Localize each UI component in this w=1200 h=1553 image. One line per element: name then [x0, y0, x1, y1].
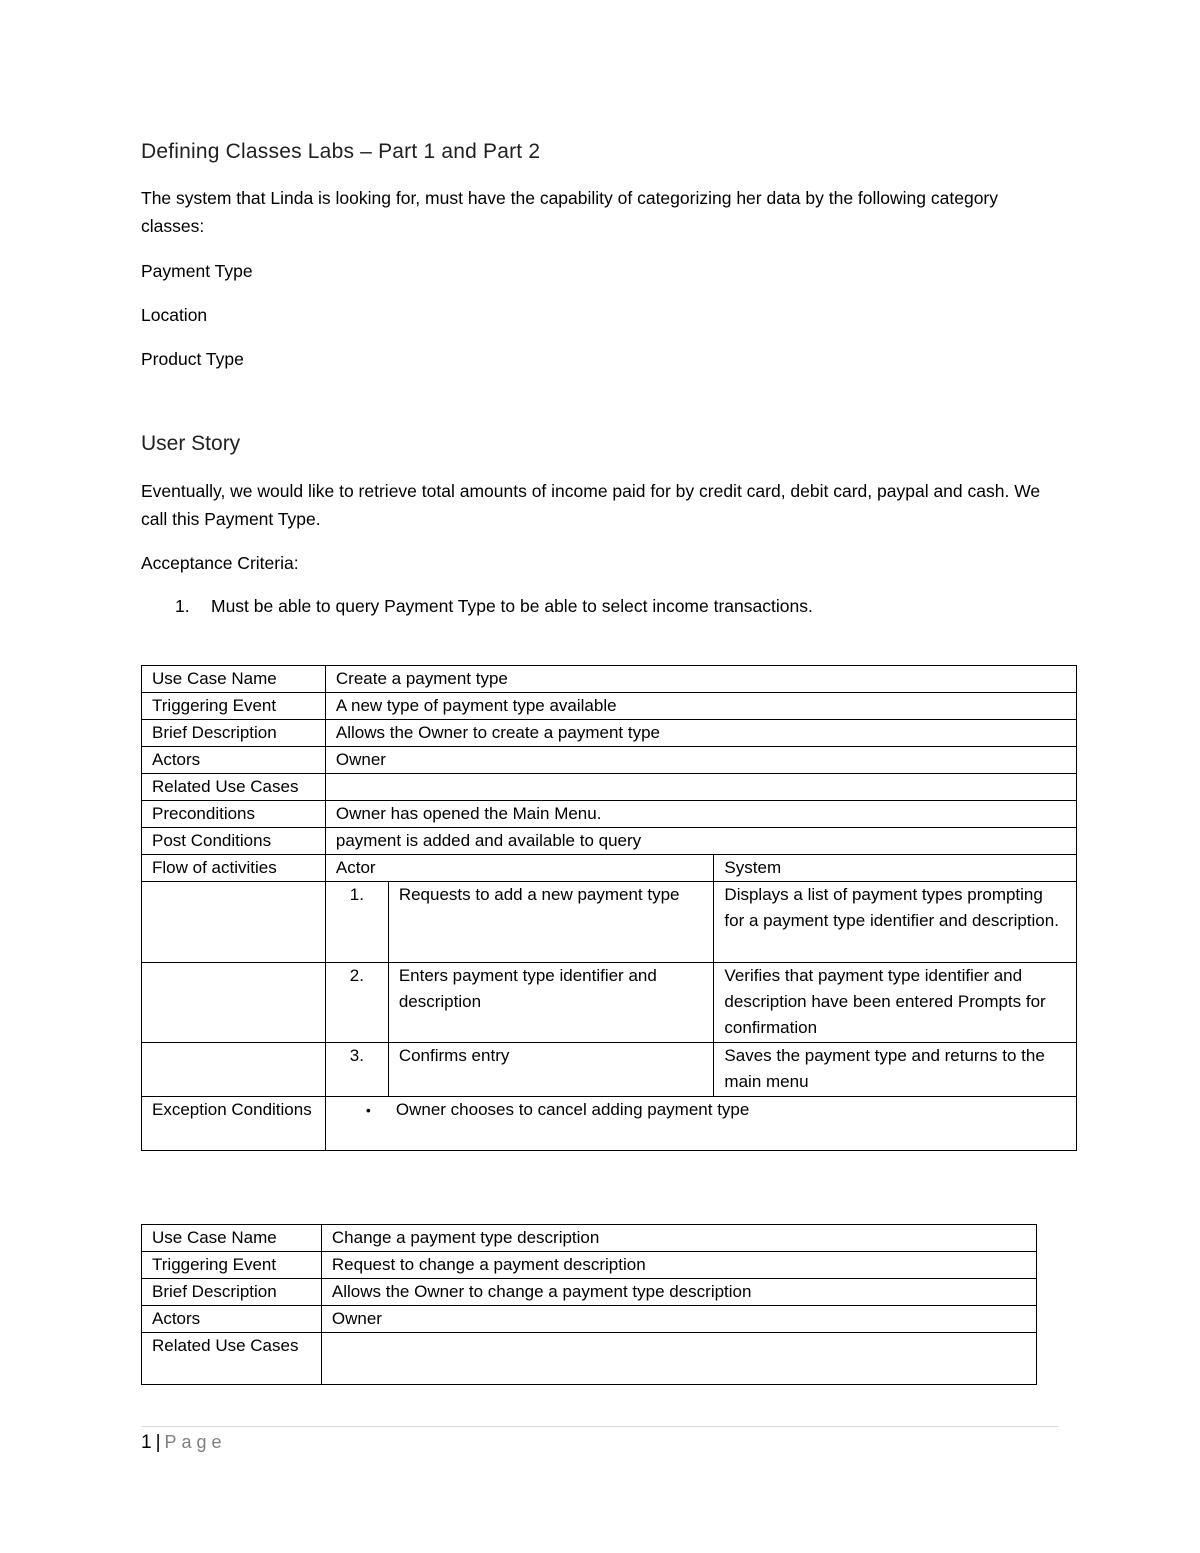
row-label: Actors: [142, 747, 326, 774]
row-value: [321, 1333, 1036, 1385]
category-product-type: Product Type: [141, 349, 244, 369]
step-number: 3.: [325, 1043, 388, 1097]
criteria-number: 1.: [175, 596, 190, 616]
row-label: Triggering Event: [142, 693, 326, 720]
row-value: Create a payment type: [325, 666, 1076, 693]
use-case-table-change: [141, 1224, 1037, 1385]
step-actor: Confirms entry: [388, 1043, 714, 1097]
row-value: Allows the Owner to create a payment type: [325, 720, 1076, 747]
row-value: Allows the Owner to change a payment type description: [321, 1279, 1036, 1306]
table-row: [142, 1252, 1037, 1279]
exception-value: [325, 1097, 1076, 1151]
page-label: Page: [164, 1432, 227, 1452]
step-actor: Requests to add a new payment type: [388, 882, 714, 963]
row-label: Post Conditions: [142, 828, 326, 855]
step-number: 2.: [325, 963, 388, 1043]
footer-separator: |: [155, 1432, 161, 1453]
table-row: [142, 882, 1077, 963]
table-row: [142, 1097, 1077, 1151]
row-label: Triggering Event: [142, 1252, 322, 1279]
table-row: [142, 747, 1077, 774]
page-number: 1: [141, 1432, 152, 1453]
row-label: Related Use Cases: [142, 1333, 322, 1385]
row-label: Actors: [142, 1306, 322, 1333]
bullet-icon: •: [365, 1102, 371, 1118]
table-row: [142, 693, 1077, 720]
row-label: Preconditions: [142, 801, 326, 828]
table-row: [142, 1043, 1077, 1097]
table-row: [142, 774, 1077, 801]
table-row: [142, 1333, 1037, 1385]
exception-text: Owner chooses to cancel adding payment type: [395, 1100, 750, 1119]
table-row: [142, 1225, 1037, 1252]
table-row: [142, 855, 1077, 882]
row-value: Owner: [321, 1306, 1036, 1333]
category-payment-type: Payment Type: [141, 261, 253, 281]
row-value: Owner: [325, 747, 1076, 774]
row-value: Change a payment type description: [321, 1225, 1036, 1252]
row-label: Flow of activities: [142, 855, 326, 882]
row-label: Brief Description: [142, 720, 326, 747]
actor-header: Actor: [325, 855, 714, 882]
step-system: Verifies that payment type identifier and description have been entered Prompts for confirmation: [714, 963, 1077, 1043]
acceptance-criteria-label: Acceptance Criteria:: [141, 553, 299, 573]
empty-cell: [142, 1043, 326, 1097]
row-label: Use Case Name: [142, 1225, 322, 1252]
table-row: [142, 1279, 1037, 1306]
step-number: 1.: [325, 882, 388, 963]
row-label: Exception Conditions: [142, 1097, 326, 1151]
empty-cell: [142, 882, 326, 963]
empty-cell: [142, 963, 326, 1043]
table-row: [142, 666, 1077, 693]
category-location: Location: [141, 305, 208, 325]
row-value: A new type of payment type available: [325, 693, 1076, 720]
step-actor: Enters payment type identifier and description: [388, 963, 714, 1043]
row-label: Brief Description: [142, 1279, 322, 1306]
criteria-text: Must be able to query Payment Type to be able to select income transactions.: [211, 596, 813, 616]
table-row: [142, 963, 1077, 1043]
page-title: Defining Classes Labs – Part 1 and Part 2: [141, 140, 541, 163]
table-row: [142, 720, 1077, 747]
table-row: [142, 1306, 1037, 1333]
user-story-heading: User Story: [141, 432, 241, 455]
step-system: Displays a list of payment types prompting for a payment type identifier and description.: [714, 882, 1077, 963]
system-header: System: [714, 855, 1077, 882]
user-story-text: Eventually, we would like to retrieve total amounts of income paid for by credit card, debit card, paypal and cash. We call this Payment Type.: [141, 481, 1041, 529]
table-row: [142, 801, 1077, 828]
row-value: payment is added and available to query: [325, 828, 1076, 855]
intro-paragraph: The system that Linda is looking for, must have the capability of categorizing her data by the following category classes:: [141, 188, 999, 236]
row-label: Use Case Name: [142, 666, 326, 693]
page-footer: [141, 1432, 227, 1454]
row-value: [325, 774, 1076, 801]
footer-divider: [141, 1426, 1059, 1427]
step-system: Saves the payment type and returns to the main menu: [714, 1043, 1077, 1097]
row-value: Owner has opened the Main Menu.: [325, 801, 1076, 828]
row-value: Request to change a payment description: [321, 1252, 1036, 1279]
table-row: [142, 828, 1077, 855]
use-case-table-create: [141, 665, 1077, 1151]
row-label: Related Use Cases: [142, 774, 326, 801]
